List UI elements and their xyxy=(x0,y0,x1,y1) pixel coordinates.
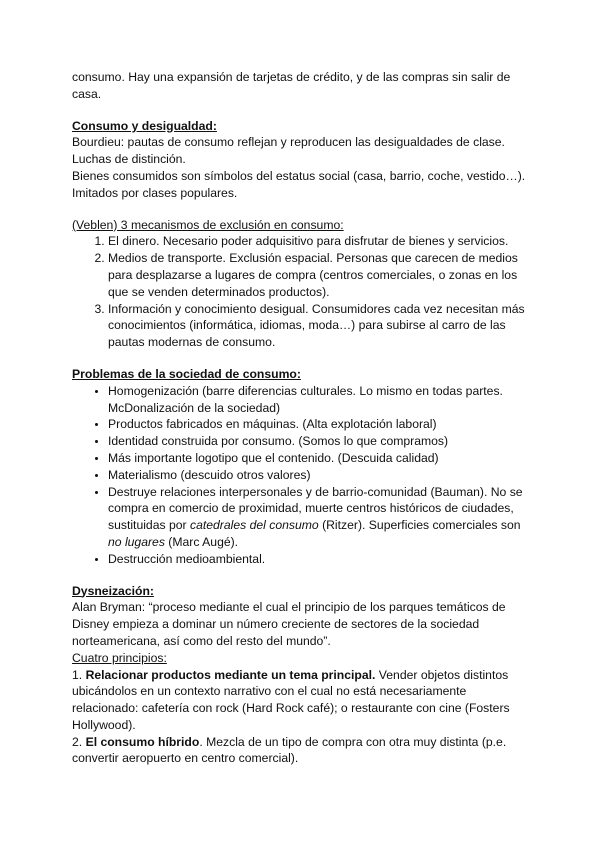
principio-2-bold: El consumo híbrido xyxy=(85,734,200,749)
heading-dysneizacion: Dysneización: xyxy=(72,583,154,598)
intro-paragraph: consumo. Hay una expansión de tarjetas de crédito, y de las compras sin salir de casa. xyxy=(72,70,511,101)
desigualdad-line-2: Luchas de distinción. xyxy=(72,152,186,167)
problemas-item: • Materialismo (descuido otros valores) xyxy=(108,467,532,484)
principio-2-text: . Mezcla de un tipo de compra con otra muy distinta (p.e. convertir aeropuerto en centro comercial). xyxy=(72,734,507,766)
problemas-item: • Destrucción medioambiental. xyxy=(108,551,532,568)
bauman-emphasis-catedrales: catedrales del consumo xyxy=(189,518,319,533)
desigualdad-line-3: Bienes consumidos son símbolos del estatus social (casa, barrio, coche, vestido…). xyxy=(72,168,526,183)
principio-1 xyxy=(72,667,532,734)
bauman-text-b: (Ritzer). Superficies comerciales son xyxy=(318,518,521,533)
problemas-list xyxy=(72,383,532,568)
desigualdad-line-1: Bourdieu: pautas de consumo reflejan y reproducen las desigualdades de clase. xyxy=(72,135,505,150)
desigualdad-line-4: Imitados por clases populares. xyxy=(72,185,238,200)
subheading-cuatro-principios: Cuatro principios: xyxy=(72,650,167,665)
bauman-emphasis-no-lugares: no lugares xyxy=(108,534,165,549)
principio-2-number: 2. xyxy=(72,734,86,749)
problemas-item: • Homogenización (barre diferencias culturales. Lo mismo en todas partes. McDonalización de la sociedad) xyxy=(108,383,532,417)
heading-problemas: Problemas de la sociedad de consumo: xyxy=(72,366,301,381)
principio-1-bold: Relacionar productos mediante un tema principal. xyxy=(85,667,376,682)
problemas-item: • Identidad construida por consumo. (Somos lo que compramos) xyxy=(108,433,532,450)
veblen-item: 1. El dinero. Necesario poder adquisitivo para disfrutar de bienes y servicios. xyxy=(108,233,532,250)
veblen-item: 2. Medios de transporte. Exclusión espacial. Personas que carecen de medios para desplazarse a lugares de compra (centros comerciales, o zonas en los que se venden determinados productos). xyxy=(108,250,532,300)
heading-veblen: (Veblen) 3 mecanismos de exclusión en consumo: xyxy=(72,217,344,232)
bauman-text-a: Destruye relaciones interpersonales y de barrio-comunidad (Bauman). No se compra en comercio de proximidad, muerte centros históricos de ciudades, sustituidas por xyxy=(108,484,523,533)
principio-2 xyxy=(72,734,532,768)
veblen-item: 3. Información y conocimiento desigual. Consumidores cada vez necesitan más conocimientos (informática, idiomas, moda…) para subirse al carro de las pautas modernas de consumo. xyxy=(108,301,532,351)
problemas-item: • Productos fabricados en máquinas. (Alta explotación laboral) xyxy=(108,416,532,433)
principio-1-number: 1. xyxy=(72,667,86,682)
bauman-text-c: (Marc Augé). xyxy=(164,534,239,549)
heading-consumo-desigualdad: Consumo y desigualdad: xyxy=(72,118,217,133)
document-page xyxy=(72,69,532,767)
problemas-item-bauman xyxy=(108,484,532,551)
problemas-item: • Más importante logotipo que el contenido. (Descuida calidad) xyxy=(108,450,532,467)
principio-1-text: Vender objetos distintos ubicándolos en un contexto narrativo con el cual no está necesariamente relacionado: cafetería con rock (Hard Rock café); o restaurante con cine (Fosters Hollywood). xyxy=(72,667,510,732)
veblen-list xyxy=(72,233,532,351)
bryman-quote: Alan Bryman: “proceso mediante el cual el principio de los parques temáticos de Disney empieza a dominar un número creciente de sectores de la sociedad norteamericana, así como del resto del mundo”. xyxy=(72,600,506,648)
